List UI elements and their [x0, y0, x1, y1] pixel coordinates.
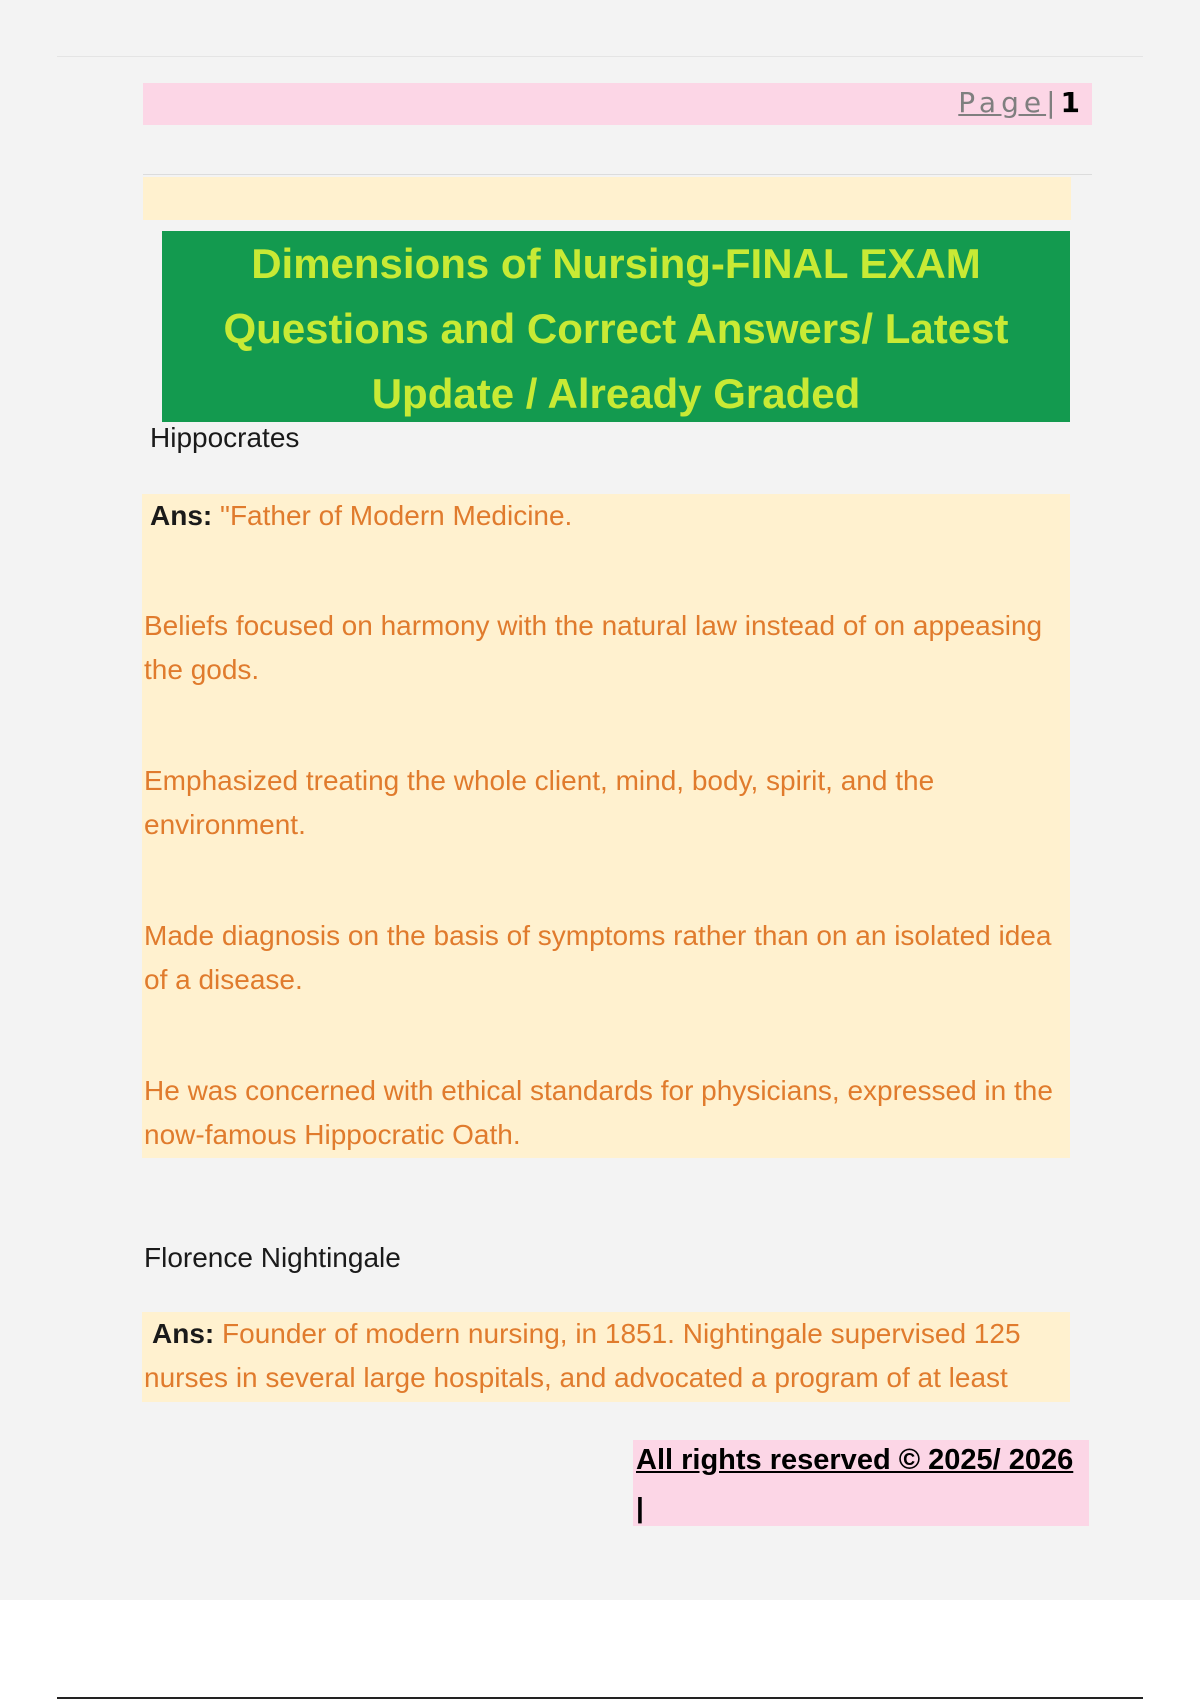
page-number: 1: [1060, 86, 1080, 119]
question-term: Florence Nightingale: [144, 1242, 401, 1273]
page-separator: |: [1046, 86, 1061, 119]
footer-cursor-mark: |: [636, 1492, 644, 1523]
document-title: [162, 231, 1070, 426]
title-line-1: Dimensions of Nursing-FINAL EXAM: [251, 240, 981, 287]
bottom-divider: [57, 1697, 1143, 1699]
answer-paragraph: [144, 1312, 1064, 1400]
answer-text: Founder of modern nursing, in 1851. Nightingale supervised 125 nurses in several large hospitals, and advocated a program of at least: [144, 1318, 1021, 1393]
top-divider: [57, 56, 1143, 57]
answer-paragraph: He was concerned with ethical standards for physicians, expressed in the now-famous Hippocratic Oath.: [144, 1075, 1053, 1150]
copyright-text: All rights reserved © 2025/ 2026: [636, 1444, 1074, 1476]
page-header: [143, 83, 1092, 125]
page-number-label: [958, 86, 1080, 119]
ans-label: Ans:: [152, 1318, 215, 1349]
title-line-3: Update / Already Graded: [371, 370, 861, 417]
answer-text: "Father of Modern Medicine.: [220, 500, 573, 531]
header-divider: [143, 174, 1092, 175]
answer-paragraph: Made diagnosis on the basis of symptoms rather than on an isolated idea of a disease.: [144, 920, 1052, 995]
page-footer: [633, 1440, 1089, 1526]
page-label-text: Page: [958, 86, 1047, 119]
answer-paragraph: Beliefs focused on harmony with the natural law instead of on appeasing the gods.: [144, 610, 1043, 685]
document-title-box: [162, 231, 1070, 422]
answer-box: [142, 494, 1070, 1158]
answer-box: [142, 1312, 1070, 1402]
ans-label: Ans:: [150, 500, 213, 531]
highlight-strip: [143, 177, 1071, 220]
answer-paragraph: [150, 494, 1070, 538]
title-line-2: Questions and Correct Answers/ Latest: [223, 305, 1009, 352]
answer-paragraph: Emphasized treating the whole client, mind, body, spirit, and the environment.: [144, 765, 935, 840]
question-term: Hippocrates: [150, 422, 300, 453]
